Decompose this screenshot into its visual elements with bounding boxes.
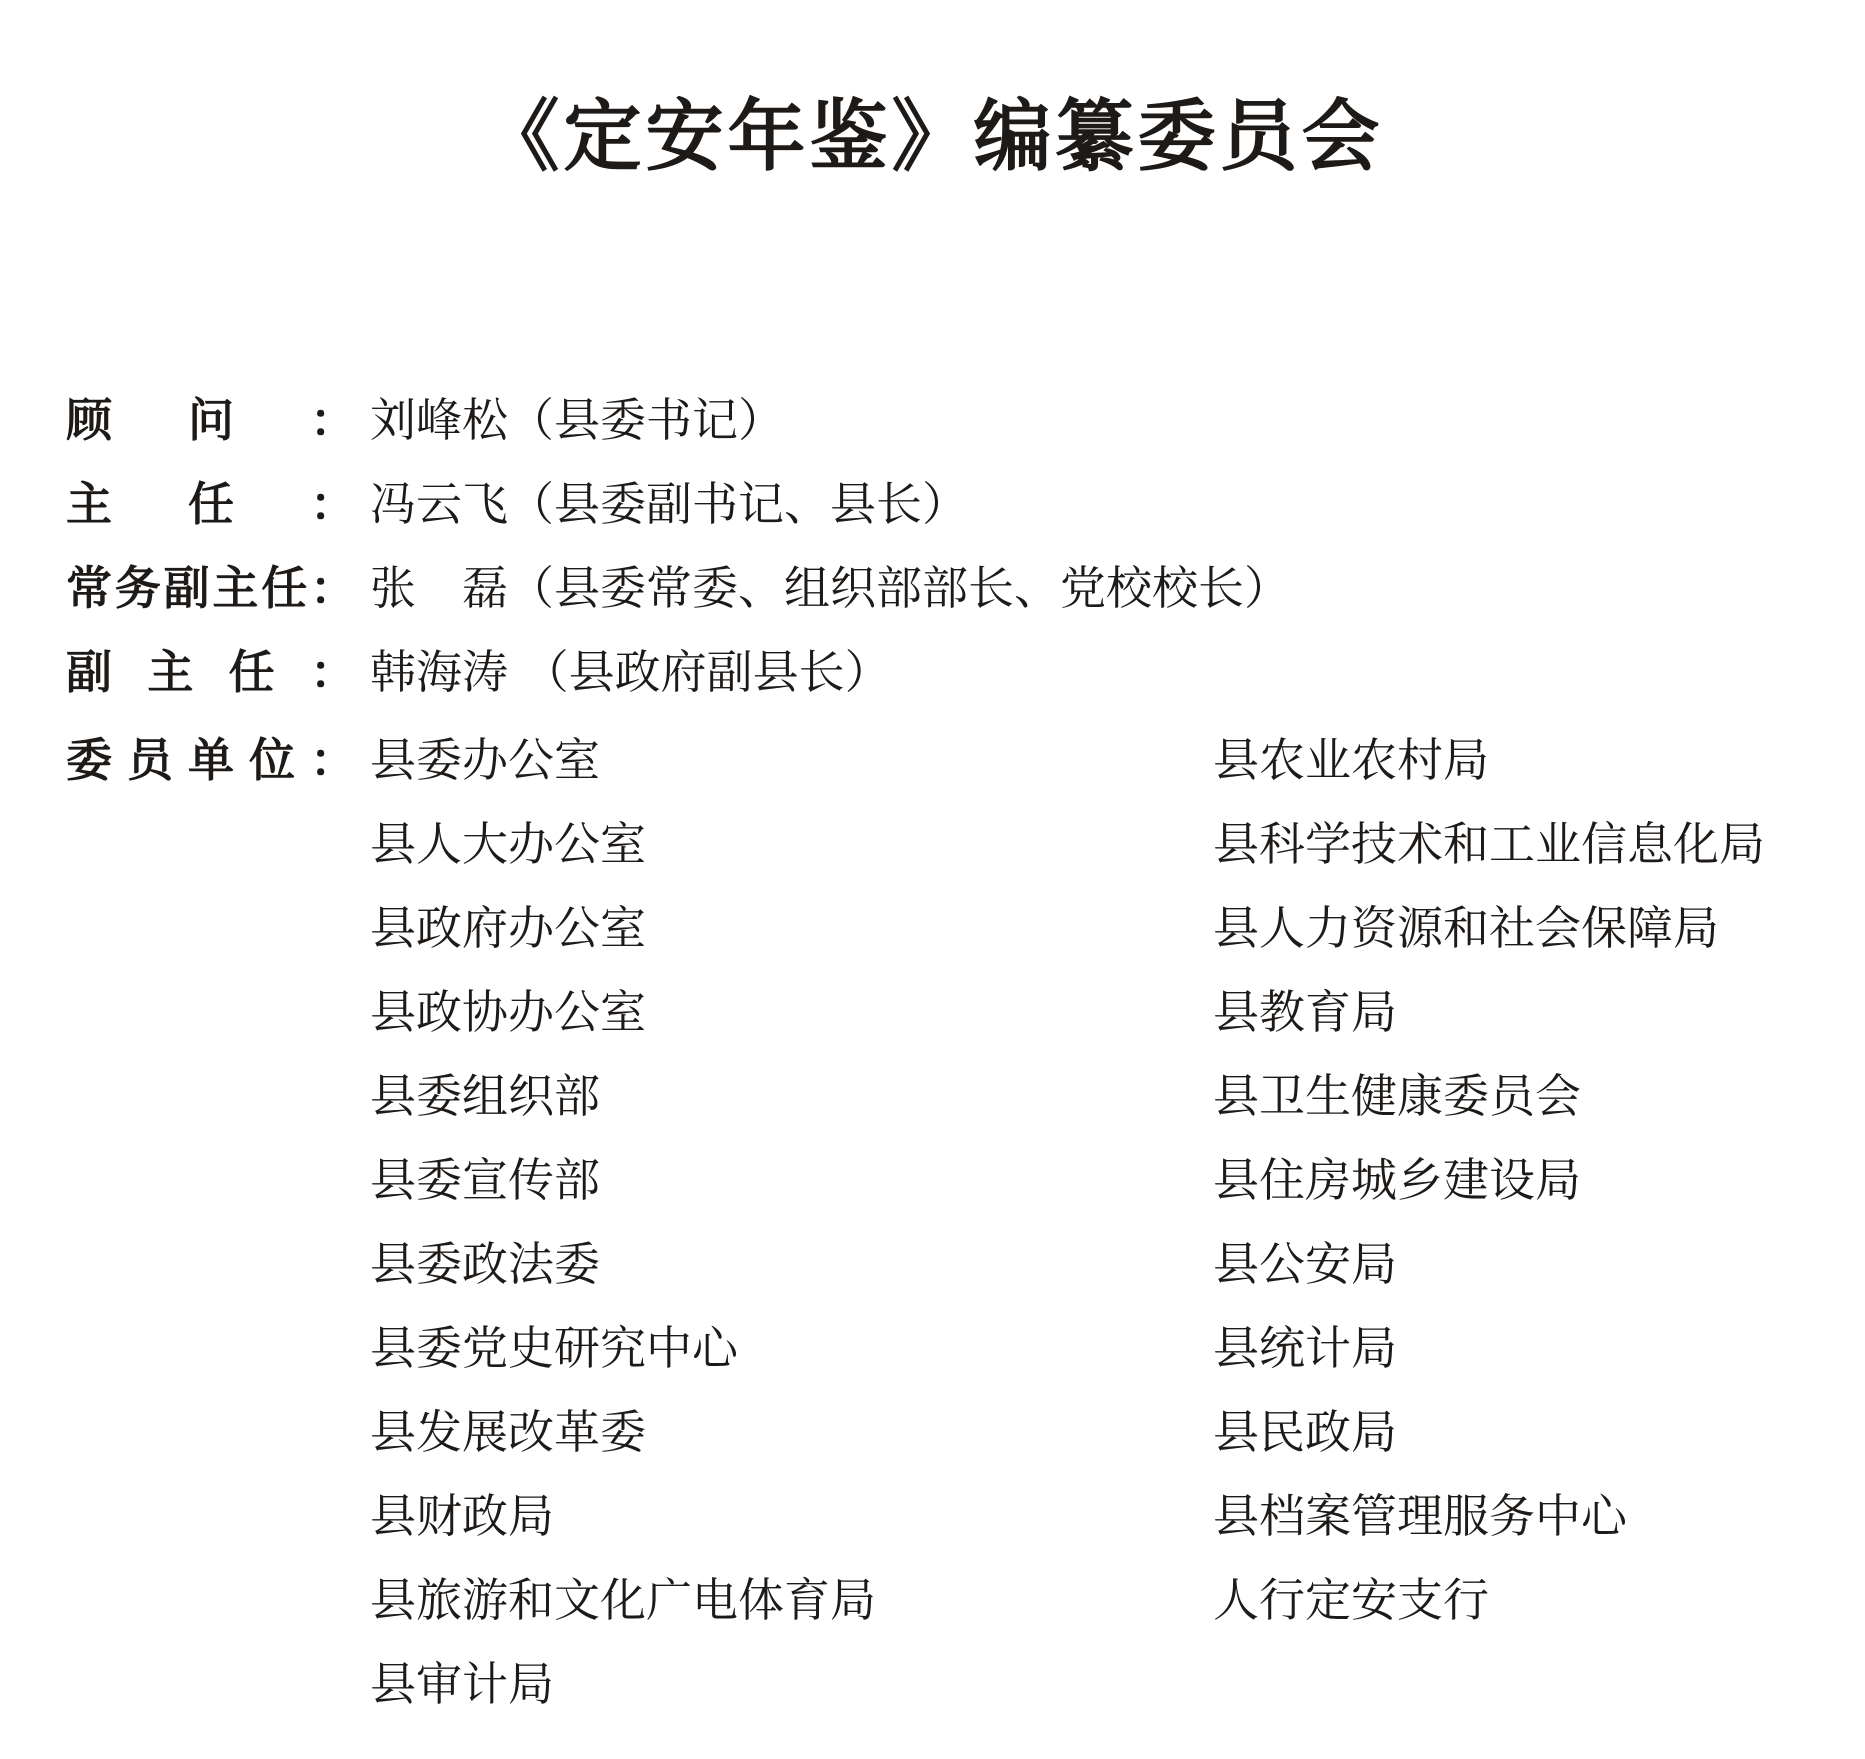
list-item: 县财政局 <box>370 1489 554 1543</box>
member-units-left-column <box>370 718 876 1726</box>
list-item: 县委党史研究中心 <box>370 1321 738 1375</box>
list-item: 县卫生健康委员会 <box>1213 1069 1581 1123</box>
deputy-director-value: 韩海涛 （县政府副县长） <box>370 645 891 699</box>
executive-deputy-director-value: 张 磊（县委常委、组织部部长、党校校长） <box>370 561 1290 615</box>
list-item: 县人大办公室 <box>370 817 646 871</box>
member-units-label: 委员单位： <box>66 733 356 787</box>
list-item: 县审计局 <box>370 1657 554 1711</box>
deputy-director-label: 副主任： <box>66 645 356 699</box>
list-item: 县旅游和文化广电体育局 <box>370 1573 876 1627</box>
list-item: 县民政局 <box>1213 1405 1397 1459</box>
member-units-right-column <box>1213 718 1765 1642</box>
list-item: 县科学技术和工业信息化局 <box>1213 817 1765 871</box>
list-item: 县委宣传部 <box>370 1153 600 1207</box>
page-title: 《定安年鉴》编纂委员会 <box>481 91 1384 182</box>
list-item: 县政协办公室 <box>370 985 646 1039</box>
list-item: 县委办公室 <box>370 733 600 787</box>
director-value: 冯云飞（县委副书记、县长） <box>370 477 968 531</box>
list-item: 县档案管理服务中心 <box>1213 1489 1627 1543</box>
list-item: 县农业农村局 <box>1213 733 1489 787</box>
list-item: 县人力资源和社会保障局 <box>1213 901 1719 955</box>
list-item: 县政府办公室 <box>370 901 646 955</box>
list-item: 县委政法委 <box>370 1237 600 1291</box>
advisor-value: 刘峰松（县委书记） <box>370 393 784 447</box>
list-item: 县教育局 <box>1213 985 1397 1039</box>
list-item: 县住房城乡建设局 <box>1213 1153 1581 1207</box>
list-item: 县发展改革委 <box>370 1405 646 1459</box>
advisor-label: 顾问： <box>66 393 356 447</box>
list-item: 县统计局 <box>1213 1321 1397 1375</box>
executive-deputy-director-label: 常务副主任： <box>66 561 356 615</box>
list-item: 人行定安支行 <box>1213 1573 1489 1627</box>
director-label: 主任： <box>66 477 356 531</box>
list-item: 县公安局 <box>1213 1237 1397 1291</box>
list-item: 县委组织部 <box>370 1069 600 1123</box>
